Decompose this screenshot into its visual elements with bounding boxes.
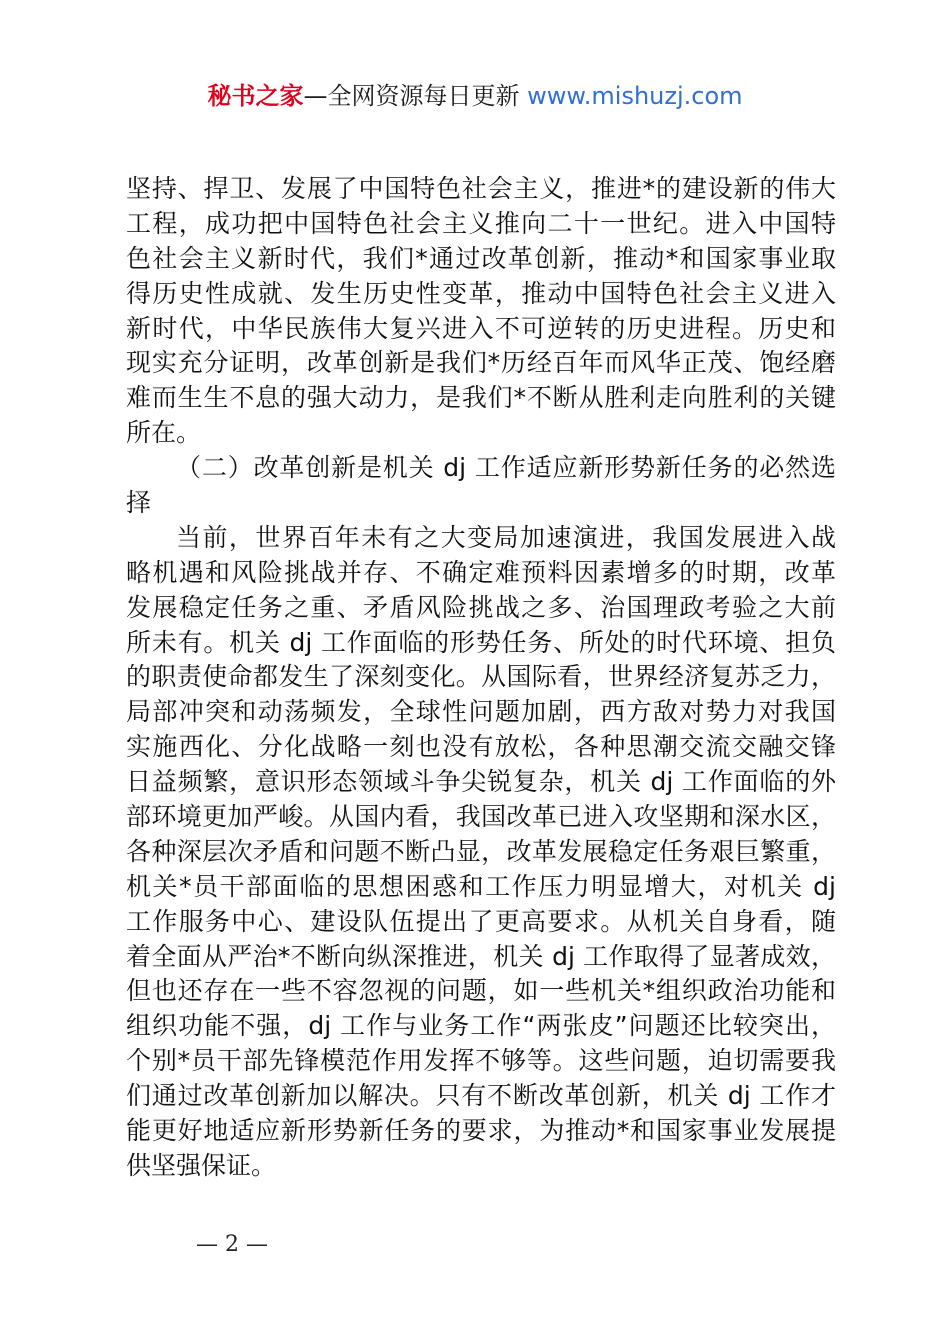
header-tagline: —全网资源每日更新 (303, 82, 528, 110)
text-line: 组织功能不强，dj 工作与业务工作“两张皮”问题还比较突出， (126, 1011, 836, 1041)
text-line: 各种深层次矛盾和问题不断凸显，改革发展稳定任务艰巨繁重， (126, 836, 836, 866)
text-line: 机关*员干部面临的思想困惑和工作压力明显增大，对机关 dj (126, 871, 836, 901)
text-line: 所未有。机关 dj 工作面临的形势任务、所处的时代环境、担负 (126, 627, 836, 657)
text-line: 但也还存在一些不容忽视的问题，如一些机关*组织政治功能和 (126, 976, 836, 1006)
text-line: 能更好地适应新形势新任务的要求，为推动*和国家事业发展提 (126, 1116, 836, 1146)
text-line: 局部冲突和动荡频发，全球性问题加剧，西方敌对势力对我国 (126, 697, 836, 727)
text-line: 现实充分证明，改革创新是我们*历经百年而风华正茂、饱经磨 (126, 348, 836, 378)
text-line: 工作服务中心、建设队伍提出了更高要求。从机关自身看，随 (126, 906, 836, 936)
text-line: 日益频繁，意识形态领域斗争尖锐复杂，机关 dj 工作面临的外 (126, 767, 836, 797)
document-body (126, 172, 836, 1184)
text-line: 新时代，中华民族伟大复兴进入不可逆转的历史进程。历史和 (126, 313, 836, 343)
site-header (0, 80, 950, 112)
text-line: 供坚强保证。 (126, 1150, 277, 1180)
text-line: 略机遇和风险挑战并存、不确定难预料因素增多的时期，改革 (126, 557, 836, 587)
text-line: 所在。 (126, 418, 202, 448)
text-line: 的职责使命都发生了深刻变化。从国际看，世界经济复苏乏力， (126, 662, 836, 692)
text-line: 难而生生不息的强大动力，是我们*不断从胜利走向胜利的关键 (126, 383, 836, 413)
section-heading-line: 择 (126, 488, 152, 518)
page-number: — 2 — (196, 1232, 268, 1257)
section-heading-line: （二）改革创新是机关 dj 工作适应新形势新任务的必然选 (176, 453, 836, 483)
brand-name: 秘书之家 (207, 82, 304, 110)
site-url-link[interactable]: www.mishuzj.com (527, 82, 743, 110)
text-line: 当前，世界百年未有之大变局加速演进，我国发展进入战 (176, 522, 836, 552)
text-line: 坚持、捍卫、发展了中国特色社会主义，推进*的建设新的伟大 (126, 174, 836, 203)
text-line: 色社会主义新时代，我们*通过改革创新，推动*和国家事业取 (126, 243, 836, 273)
text-line: 部环境更加严峻。从国内看，我国改革已进入攻坚期和深水区， (126, 802, 836, 832)
text-line: 得历史性成就、发生历史性变革，推动中国特色社会主义进入 (126, 278, 836, 308)
text-line: 工程，成功把中国特色社会主义推向二十一世纪。进入中国特 (126, 208, 836, 238)
text-line: 个别*员干部先锋模范作用发挥不够等。这些问题，迫切需要我 (126, 1046, 836, 1076)
text-line: 实施西化、分化战略一刻也没有放松，各种思潮交流交融交锋 (126, 732, 836, 762)
text-line: 着全面从严治*不断向纵深推进，机关 dj 工作取得了显著成效， (126, 941, 836, 971)
text-line: 们通过改革创新加以解决。只有不断改革创新，机关 dj 工作才 (126, 1081, 836, 1111)
text-line: 发展稳定任务之重、矛盾风险挑战之多、治国理政考验之大前 (126, 592, 836, 622)
